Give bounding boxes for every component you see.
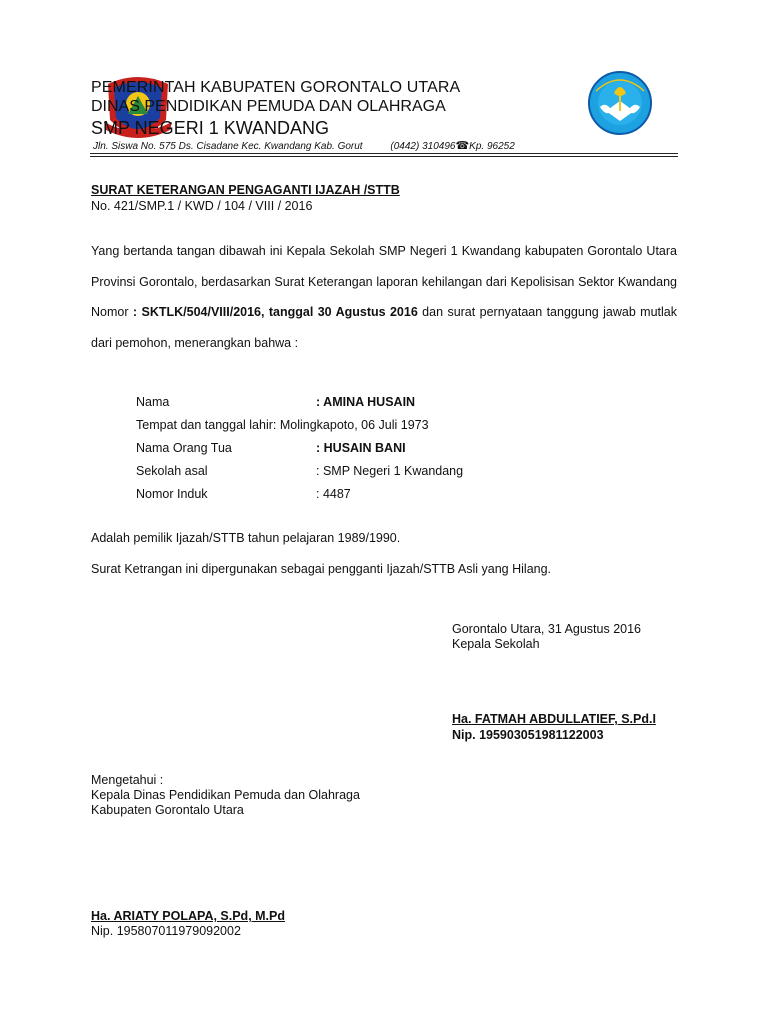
acknowledged-nip: Nip. 195807011979092002 <box>91 924 241 938</box>
document-title: SURAT KETERANGAN PENGAGANTI IJAZAH /STTB <box>91 183 400 197</box>
field-birth: Tempat dan tanggal lahir: Molingkapoto, 06 Juli 1973 <box>136 418 429 432</box>
field-id-value: : 4487 <box>316 487 351 501</box>
address-text: Jln. Siswa No. 575 Ds. Cisadane Kec. Kwandang Kab. Gorut <box>93 141 363 152</box>
acknowledged-position: Kepala Dinas Pendidikan Pemuda dan Olahraga <box>91 788 360 802</box>
paragraph-text-pre: Yang bertanda tangan dibawah ini Kepala Sekolah SMP Negeri 1 Kwandang kabupaten Gorontalo Utara Provinsi Gorontalo, berdasarkan Surat Keterangan laporan kehilangan dari Kepolisisan Sektor Kwandang Nomor <box>91 244 677 319</box>
acknowledged-label: Mengetahui : <box>91 773 164 787</box>
acknowledged-region: Kabupaten Gorontalo Utara <box>91 803 244 817</box>
field-school-value: : SMP Negeri 1 Kwandang <box>316 464 464 478</box>
tut-wuri-handayani-logo <box>584 71 656 135</box>
field-name-value: : AMINA HUSAIN <box>316 395 416 409</box>
header-divider-bottom <box>90 156 678 157</box>
acknowledged-name: Ha. ARIATY POLAPA, S.Pd, M.Pd <box>91 909 286 923</box>
signature-position: Kepala Sekolah <box>452 637 540 651</box>
police-report-reference: SKTLK/504/VIII/2016, tanggal 30 Agustus 2016 <box>141 305 418 319</box>
header-divider-top <box>90 153 678 154</box>
statement-purpose: Surat Ketrangan ini dipergunakan sebagai pengganti Ijazah/STTB Asli yang Hilang. <box>91 562 552 576</box>
header-address-line <box>93 139 515 152</box>
phone-text: (0442) 310496 <box>390 141 456 152</box>
document-number: No. 421/SMP.1 / KWD / 104 / VIII / 2016 <box>91 199 313 213</box>
statement-owner: Adalah pemilik Ijazah/STTB tahun pelajaran 1989/1990. <box>91 531 401 545</box>
field-school-label: Sekolah asal <box>136 464 208 478</box>
header-school-name: SMP NEGERI 1 KWANDANG <box>91 118 330 138</box>
field-name-label: Nama <box>136 395 170 409</box>
paragraph-colon: : <box>132 305 142 319</box>
field-parent-label: Nama Orang Tua <box>136 441 232 455</box>
signature-name: Ha. FATMAH ABDULLATIEF, S.Pd.I <box>452 712 656 726</box>
field-id-label: Nomor Induk <box>136 487 208 501</box>
signature-nip: Nip. 195903051981122003 <box>452 728 604 742</box>
opening-paragraph <box>91 236 677 358</box>
field-parent-value: : HUSAIN BANI <box>316 441 406 455</box>
signature-place-date: Gorontalo Utara, 31 Agustus 2016 <box>452 622 642 636</box>
phone-icon: ☎ <box>455 140 470 152</box>
header-department: DINAS PENDIDIKAN PEMUDA DAN OLAHRAGA <box>91 98 446 115</box>
header-government: PEMERINTAH KABUPATEN GORONTALO UTARA <box>91 79 461 96</box>
postal-code: Kp. 96252 <box>469 141 515 152</box>
paragraph-text-post: dan surat pernyataan tanggung jawab mutlak dari pemohon, menerangkan bahwa : <box>91 305 678 350</box>
